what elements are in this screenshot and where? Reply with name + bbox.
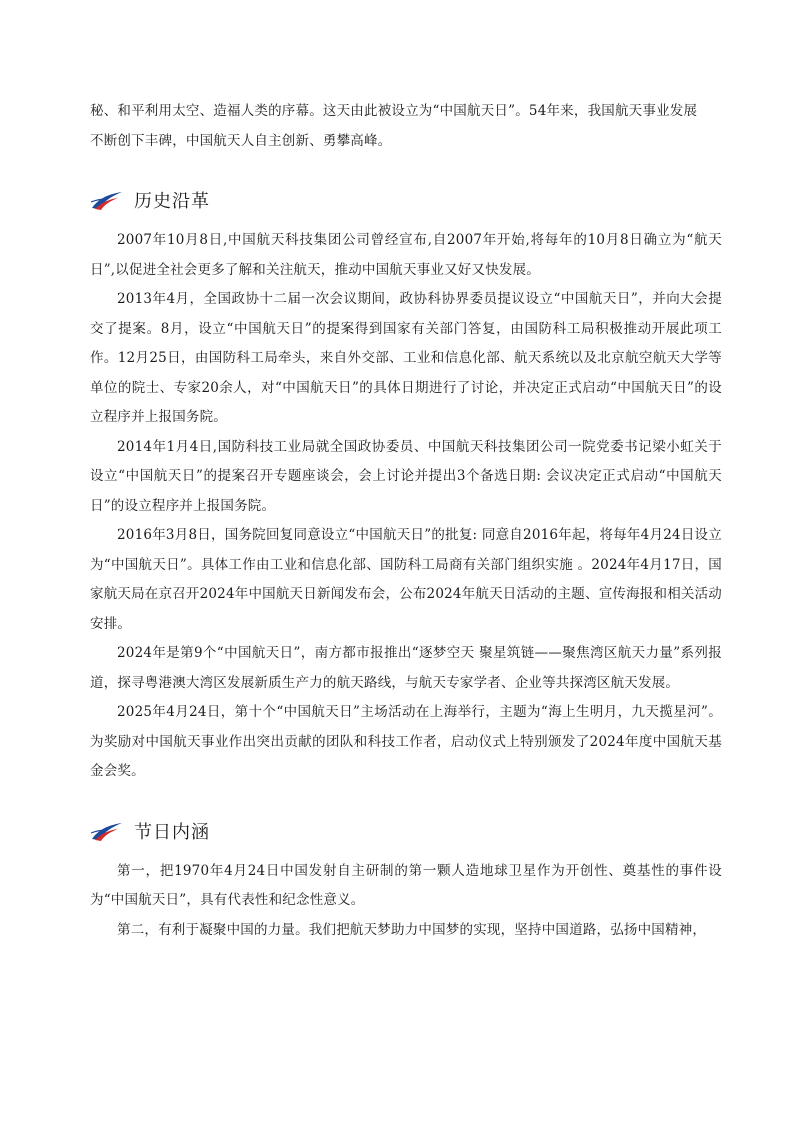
meaning-body — [90, 857, 722, 946]
history-body — [90, 226, 722, 787]
paragraph: 2007年10月8日,中国航天科技集团公司曾经宣布,自2007年开始,将每年的10月8日确立为“航天日”,以促进全社会更多了解和关注航天，推动中国航天事业又好又快发展。 — [90, 232, 722, 278]
intro-section — [90, 0, 722, 156]
paragraph: 第二，有利于凝聚中国的力量。我们把航天梦助力中国梦的实现，坚持中国道路，弘扬中国精神， — [117, 921, 707, 938]
intro-line: 不断创下丰碑，中国航天人自主创新、勇攀高峰。 — [90, 132, 392, 149]
rocket-swoosh-icon — [90, 820, 124, 842]
section-heading-meaning — [90, 817, 722, 845]
paragraph: 2024年是第9个“中国航天日”，南方都市报推出“逐梦空天 聚星筑链——聚焦湾区航天力量”系列报道，探寻粤港澳大湾区发展新质生产力的航天路线，与航天专家学者、企业等共探湾区航天发展。 — [90, 645, 722, 691]
paragraph: 2013年4月，全国政协十二届一次会议期间，政协科协界委员提议设立“中国航天日”，并向大会提交了提案。8月，设立“中国航天日”的提案得到国家有关部门答复，由国防科工局积极推动开展此项工作。12月25日，由国防科工局牵头，来自外交部、工业和信息化部、航天系统以及北京航空航天大学等单位的院士、专家20余人，对“中国航天日”的具体日期进行了讨论，并决定正式启动“中国航天日”的设立程序并上报国务院。 — [90, 291, 722, 425]
intro-line: 秘、和平利用太空、造福人类的序幕。这天由此被设立为“中国航天日”。54年来，我国航天事业发展 — [90, 103, 698, 119]
section-title: 节日内涵 — [134, 821, 210, 843]
section-heading-history — [90, 186, 722, 214]
paragraph: 2014年1月4日,国防科技工业局就全国政协委员、中国航天科技集团公司一院党委书记梁小虹关于设立“中国航天日”的提案召开专题座谈会，会上讨论并提出3个备选日期: 会议决定正式启动“中国航天日”的设立程序并上报国务院。 — [90, 438, 722, 514]
section-title: 历史沿革 — [134, 191, 210, 212]
paragraph: 第一，把1970年4月24日中国发射自主研制的第一颗人造地球卫星作为开创性、奠基性的事件设为“中国航天日”，具有代表性和纪念性意义。 — [90, 862, 722, 908]
paragraph: 2025年4月24日，第十个“中国航天日”主场活动在上海举行，主题为“海上生明月，九天揽星河”。为奖励对中国航天事业作出突出贡献的团队和科技工作者，启动仪式上特别颁发了2024年度中国航天基金会奖。 — [90, 704, 722, 779]
rocket-swoosh-icon — [90, 189, 124, 211]
paragraph: 2016年3月8日，国务院回复同意设立“中国航天日”的批复: 同意自2016年起，将每年4月24日设立为“中国航天日”。具体工作由工业和信息化部、国防科工局商有关部门组织实施 。2024年4月17日，国家航天局在京召开2024年中国航天日新闻发布会，公布2024年航天日活动的主题、宣传海报和相关活动安排。 — [90, 527, 723, 632]
